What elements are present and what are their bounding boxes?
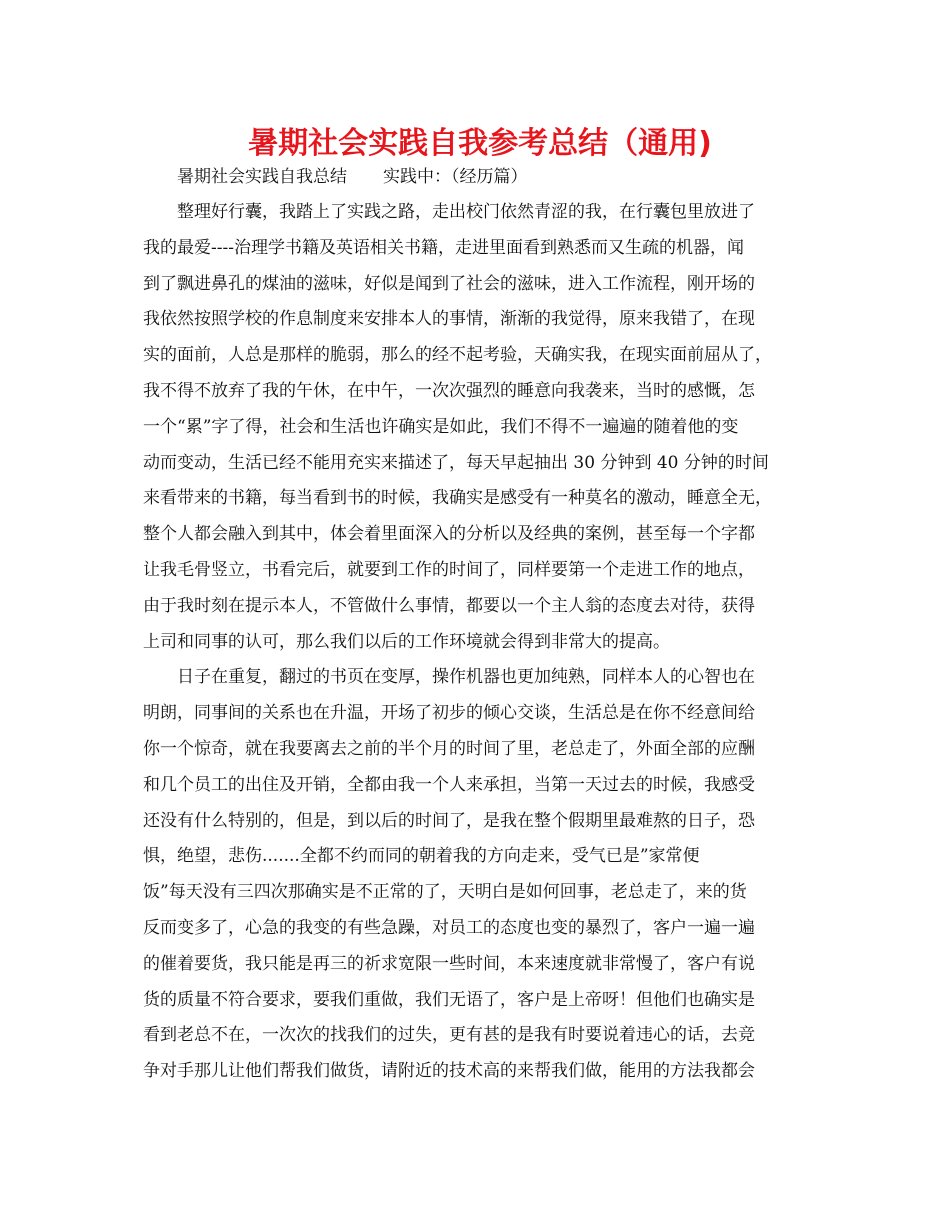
text-line: 让我毛骨竖立，书看完后，就要到工作的时间了，同样要第一个走进工作的地点，	[143, 559, 755, 580]
text-line: 你一个惊奇，就在我要离去之前的半个月的时间了里，老总走了，外面全部的应酬	[143, 738, 755, 759]
text-line: 日子在重复，翻过的书页在变厚，操作机器也更加纯熟，同样本人的心智也在	[177, 667, 755, 688]
text-line: 争对手那儿让他们帮我们做货，请附近的技术高的来帮我们做，能用的方法我都会	[143, 1061, 755, 1082]
text-line: 我的最爱----治理学书籍及英语相关书籍，走进里面看到熟悉而又生疏的机器，闻	[143, 237, 744, 258]
text-line: 到了飘进鼻孔的煤油的滋味，好似是闻到了社会的滋味，进入工作流程，刚开场的	[143, 273, 755, 294]
text-line: 和几个员工的出住及开销，全都由我一个人来承担，当第一天过去的时候，我感受	[143, 774, 755, 795]
text-line: 来看带来的书籍，每当看到书的时候，我确实是感受有一种莫名的激动，睡意全无，	[143, 488, 772, 509]
text-line: 饭”每天没有三四次那确实是不正常的了，天明白是如何回事，老总走了，来的货	[143, 882, 747, 903]
text-line: 实的面前，人总是那样的脆弱，那么的经不起考验，天确实我，在现实面前屈从了，	[143, 345, 772, 366]
text-line: 动而变动，生活已经不能用充实来描述了，每天早起抽出 30 分钟到 40 分钟的时间	[143, 452, 769, 473]
text-line: 反而变多了，心急的我变的有些急躁，对员工的态度也变的暴烈了，客户一遍一遍	[143, 917, 755, 938]
text-line: 明朗，同事间的关系也在升温，开场了初步的倾心交谈，生活总是在你不经意间给	[143, 703, 755, 724]
subtitle-left: 暑期社会实践自我总结	[177, 167, 347, 187]
text-line: 整理好行囊，我踏上了实践之路，走出校门依然青涩的我，在行囊包里放进了	[177, 202, 755, 222]
text-line: 惧，绝望，悲伤.......全都不约而同的朝着我的方向走来，受气已是”家常便	[143, 846, 700, 867]
text-line: 的催着要货，我只能是再三的祈求宽限一些时间，本来速度就非常慢了，客户有说	[143, 953, 755, 974]
text-line: 还没有什么特别的，但是，到以后的时间了，是我在整个假期里最难熬的日子，恐	[143, 810, 755, 831]
text-line: 一个“累”字了得，社会和生活也许确实是如此，我们不得不一遍遍的随着他的变	[143, 416, 739, 437]
document-body	[143, 165, 823, 1090]
text-line: 我依然按照学校的作息制度来安排本人的事情，渐渐的我觉得，原来我错了，在现	[143, 309, 755, 330]
document-title: 暑期社会实践自我参考总结（通用)	[248, 126, 712, 161]
text-line: 整个人都会融入到其中，体会着里面深入的分析以及经典的案例，甚至每一个字都	[143, 524, 755, 545]
text-line: 货的质量不符合要求，要我们重做，我们无语了，客户是上帝呀！但他们也确实是	[143, 989, 755, 1010]
paragraph-1	[143, 195, 823, 660]
paragraph-2	[143, 660, 823, 1090]
text-line: 上司和同事的认可，那么我们以后的工作环境就会得到非常大的提高。	[143, 631, 670, 652]
text-line: 看到老总不在，一次次的找我们的过失，更有甚的是我有时要说着违心的话，去竞	[143, 1025, 755, 1046]
text-line: 由于我时刻在提示本人，不管做什么事情，都要以一个主人翁的态度去对待，获得	[143, 595, 755, 616]
text-line: 我不得不放弃了我的午休，在中午，一次次强烈的睡意向我袭来，当时的感慨，怎	[143, 380, 755, 401]
document-subtitle	[143, 165, 823, 189]
subtitle-right: 实践中：（经历篇）	[383, 167, 528, 187]
